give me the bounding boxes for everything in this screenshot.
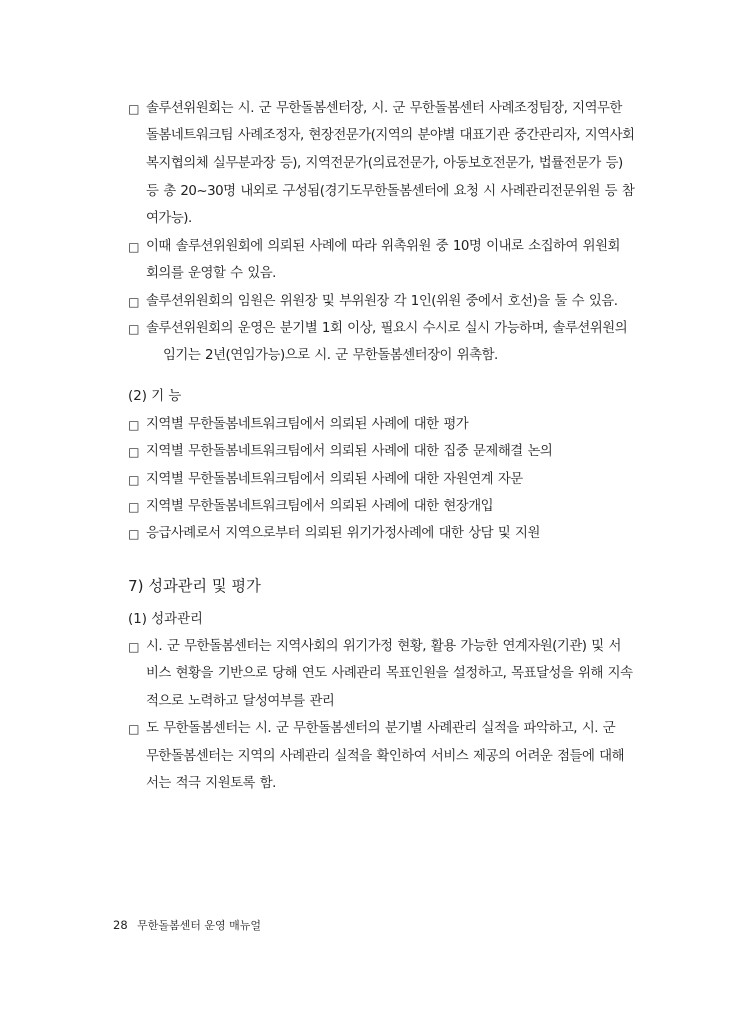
- section-title: 7) 성과관리 및 평가: [128, 577, 261, 595]
- checkbox-bullet-icon: □: [128, 527, 139, 541]
- checkbox-bullet-icon: □: [128, 445, 139, 459]
- checkbox-bullet-icon: □: [128, 240, 139, 254]
- subsection-heading: (1) 성과관리: [128, 612, 203, 627]
- checkbox-bullet-icon: □: [128, 295, 139, 309]
- subsection-heading: (2) 기 능: [128, 389, 182, 404]
- checkbox-bullet-icon: □: [128, 322, 139, 336]
- page-number: 28: [113, 918, 128, 932]
- document-page: □ 솔루션위원회는 시. 군 무한돌봄센터장, 시. 군 무한돌봄센터 사례조정팀장, 지역무한 돌봄네트워크팀 사례조정자, 현장전문가(지역의 분야별 대표기관 중간관리자, 지역사회 복지협의체 실무분과장 등), 지역전문가(의료전문가, 아동보호전문가, 법률전문가 등) 등 총 20~30명 내외로 구성됨(경기도무한돌봄센터에 요청 시 사례관리전문위원 등 참 여가능). □ 이때 솔루션위원회에 의뢰된 사례에 따라 위촉위원 중 10명 이내로 소집하여 위원회 회의를 운영할 수 있음. □ 솔루션위원회의 임원은 위원장 및 부위원장 각 1인(위원 중에서 호선)을 둘 수 있음. □ 솔루션위원회의 운영은 분기별 1회 이상, 필요시 수시로 실시 가능하며, 솔루션위원의 임기는 2년(연임가능)으로 시. 군 무한돌봄센터장이 위촉함. (2) 기 능 □ 지역별 무한돌봄네트워크팀에서 의뢰된 사례에 대한 평가 □ 지역별 무한돌봄네트워크팀에서 의뢰된 사례에 대한 집중 문제해결 논의 □ 지역별 무한돌봄네트워크팀에서 의뢰된 사례에 대한 자원연계 자문 □ 지역별 무한돌봄네트워크팀에서 의뢰된 사례에 대한 현장개입 □ 응급사례로서 지역으로부터 의뢰된 위기가정사례에 대한 상담 및 지원 7) 성과관리 및 평가 (1) 성과관리 □ 시. 군 무한돌봄센터는 지역사회의 위기가정 현황, 활용 가능한 연계자원(기관) 및 서 비스 현황을 기반으로 당해 연도 사례관리 목표인원을 설정하고, 목표달성을 위해 지속 적으로 노력하고 달성여부를 관리 □ 도 무한돌봄센터는 시. 군 무한돌봄센터의 분기별 사례관리 실적을 파악하고, 시. 군 무한돌봄센터는 지역의 사례관리 실적을 확인하여 서비스 제공의 어려운 점들에 대해 서는 적극 지원토록 함. 28 무한돌봄센터 운영 매뉴얼: [113, 101, 635, 932]
- checkbox-bullet-icon: □: [128, 722, 139, 736]
- checkbox-bullet-icon: □: [128, 500, 139, 514]
- checkbox-bullet-icon: □: [128, 418, 139, 432]
- footer-title: 무한돌봄센터 운영 매뉴얼: [137, 919, 262, 932]
- checkbox-bullet-icon: □: [128, 102, 139, 116]
- checkbox-bullet-icon: □: [128, 473, 139, 487]
- page-footer: [113, 918, 261, 933]
- checkbox-bullet-icon: □: [128, 640, 139, 654]
